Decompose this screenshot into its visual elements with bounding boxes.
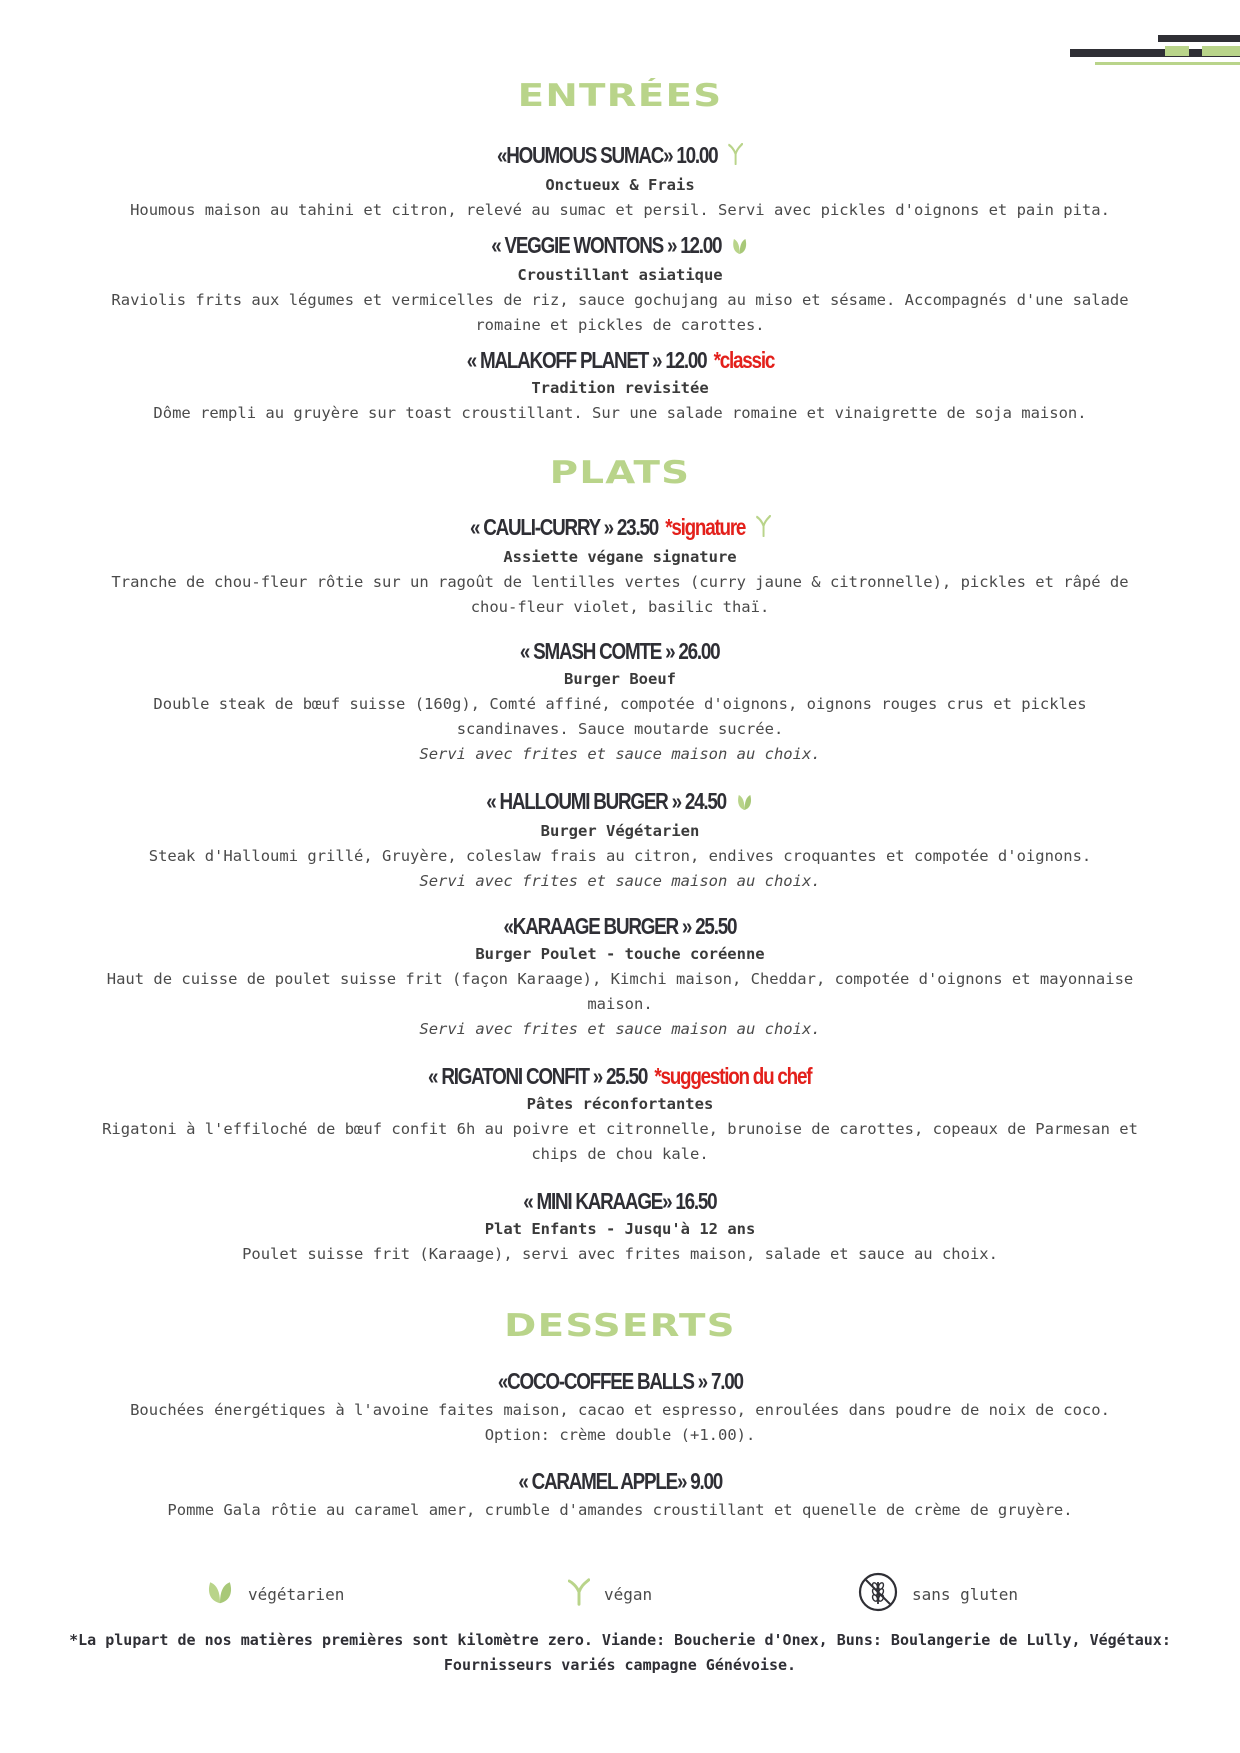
item-title: « HALLOUMI BURGER » 24.50	[486, 788, 727, 814]
item-title: « VEGGIE WONTONS » 12.00	[491, 232, 722, 258]
legend-gluten-free	[858, 1572, 1018, 1616]
item-description: Bouchées énergétiques à l'avoine faites maison, cacao et espresso, enroulées dans poudre de noix de coco. Option: crème double (+1.00).	[130, 1401, 1110, 1444]
menu-item-cauli-curry	[100, 512, 1140, 620]
vegan-icon	[756, 514, 771, 544]
item-title: «COCO-COFFEE BALLS » 7.00	[497, 1368, 743, 1394]
vegetarian-icon	[206, 1579, 234, 1609]
menu-item-veggie-wontons	[100, 230, 1140, 338]
vegan-icon	[568, 1578, 590, 1610]
item-description: Steak d'Halloumi grillé, Gruyère, coleslaw frais au citron, endives croquantes et compotée d'oignons.	[148, 846, 1092, 865]
item-title: « RIGATONI CONFIT » 25.50	[428, 1063, 648, 1089]
item-description: Pomme Gala rôtie au caramel amer, crumble d'amandes croustillant et quenelle de crème de gruyère.	[167, 1501, 1073, 1519]
menu-item-rigatoni-confit	[100, 1061, 1140, 1167]
item-subtitle: Tradition revisitée	[531, 379, 709, 397]
item-description: Raviolis frits aux légumes et vermicelles de riz, sauce gochujang au miso et sésame. Accompagnés d'une salade romaine et pickles de carottes.	[111, 290, 1129, 334]
item-subtitle: Burger Boeuf	[564, 670, 676, 688]
diet-legend	[0, 1572, 1240, 1616]
item-description: Poulet suisse frit (Karaage), servi avec frites maison, salade et sauce au choix.	[242, 1245, 998, 1263]
vegetarian-icon	[732, 232, 748, 262]
section-title-desserts: DESSERTS	[504, 1308, 736, 1344]
item-description: Tranche de chou-fleur rôtie sur un ragoût de lentilles vertes (curry jaune & citronnelle), pickles et râpé de chou-fleur violet, basilic thaï.	[111, 572, 1129, 616]
item-title: « CAULI-CURRY » 23.50	[469, 514, 658, 540]
classic-tag: *classic	[713, 347, 774, 373]
item-note: Servi avec frites et sauce maison au choix.	[419, 745, 821, 763]
legend-gluten-free-label: sans gluten	[912, 1584, 1018, 1604]
sourcing-footnote: *La plupart de nos matières premières sont kilomètre zero. Viande: Boucherie d'Onex, Buns: Boulangerie de Lully, Végétaux: Fournisseurs variés campagne Génévoise.	[69, 1631, 1171, 1674]
item-title: «KARAAGE BURGER » 25.50	[503, 913, 737, 939]
item-subtitle: Pâtes réconfortantes	[526, 1095, 714, 1113]
vegetarian-icon	[737, 788, 753, 818]
menu-item-smash-comte	[100, 636, 1140, 767]
menu-item-malakoff-planet	[100, 345, 1140, 426]
legend-vegan-label: végan	[604, 1584, 653, 1604]
item-note: Servi avec frites et sauce maison au choix.	[419, 871, 821, 890]
item-subtitle: Burger Poulet - touche coréenne	[475, 945, 765, 963]
item-description: Dôme rempli au gruyère sur toast croustillant. Sur une salade romaine et vinaigrette de soja maison.	[153, 404, 1087, 422]
item-subtitle: Onctueux & Frais	[545, 175, 695, 194]
menu-item-halloumi-burger	[100, 786, 1140, 894]
menu-item-caramel-apple	[100, 1466, 1140, 1523]
item-title: « MINI KARAAGE» 16.50	[523, 1188, 717, 1214]
item-title: « CARAMEL APPLE» 9.00	[518, 1468, 722, 1494]
item-title: « SMASH COMTE » 26.00	[520, 638, 720, 664]
section-title-entrees: ENTRÉES	[517, 78, 723, 114]
menu-item-coco-coffee-balls	[100, 1366, 1140, 1448]
header-decoration	[0, 0, 1240, 80]
legend-vegetarian	[206, 1572, 344, 1616]
gluten-free-icon	[858, 1572, 898, 1616]
vegan-icon	[728, 142, 743, 172]
item-description: Houmous maison au tahini et citron, relevé au sumac et persil. Servi avec pickles d'oignons et pain pita.	[130, 200, 1110, 219]
item-subtitle: Burger Végétarien	[540, 821, 700, 840]
signature-tag: *signature	[664, 514, 745, 540]
item-note: Servi avec frites et sauce maison au choix.	[419, 1020, 821, 1038]
item-description: Rigatoni à l'effiloché de bœuf confit 6h au poivre et citronnelle, brunoise de carottes, copeaux de Parmesan et chips de chou kale.	[102, 1120, 1138, 1163]
legend-vegan	[568, 1572, 652, 1616]
item-subtitle: Plat Enfants - Jusqu'à 12 ans	[484, 1220, 756, 1238]
chef-suggestion-tag: *suggestion du chef	[654, 1063, 812, 1089]
item-title: «HOUMOUS SUMAC» 10.00	[497, 142, 718, 168]
item-title: « MALAKOFF PLANET » 12.00	[466, 347, 706, 373]
item-description: Haut de cuisse de poulet suisse frit (façon Karaage), Kimchi maison, Cheddar, compotée d'oignons et mayonnaise maison.	[106, 970, 1134, 1013]
item-subtitle: Croustillant asiatique	[517, 265, 723, 284]
menu-item-karaage-burger	[100, 911, 1140, 1042]
section-title-plats: PLATS	[549, 455, 691, 491]
legend-vegetarian-label: végétarien	[248, 1584, 345, 1604]
menu-item-houmous	[100, 140, 1140, 223]
menu-item-mini-karaage	[100, 1186, 1140, 1267]
item-subtitle: Assiette végane signature	[503, 547, 737, 566]
item-description: Double steak de bœuf suisse (160g), Comté affiné, compotée d'oignons, oignons rouges crus et pickles scandinaves. Sauce moutarde sucrée.	[153, 695, 1087, 738]
